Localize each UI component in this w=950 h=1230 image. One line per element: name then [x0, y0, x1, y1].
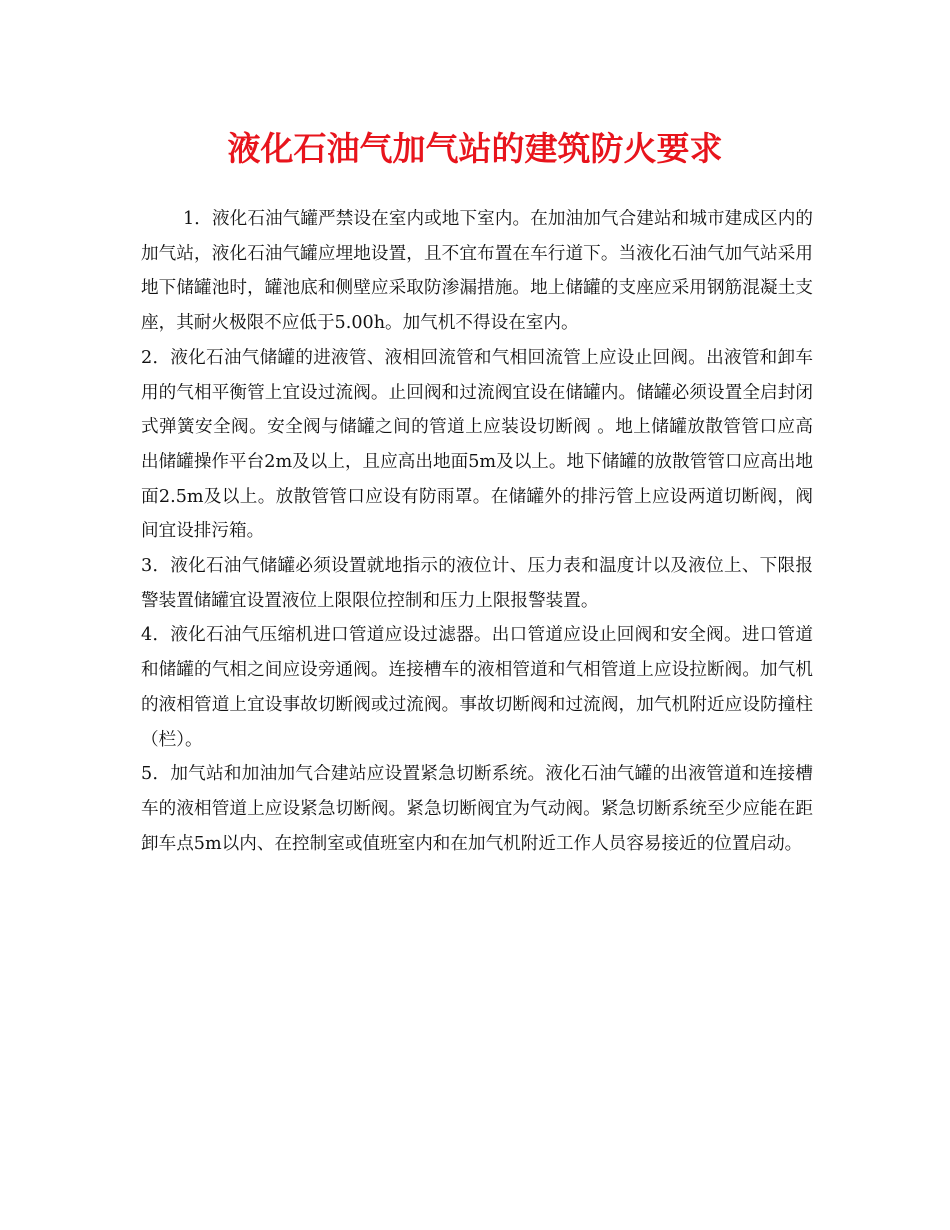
paragraph-2: 2．液化石油气储罐的进液管、液相回流管和气相回流管上应设止回阀。出液管和卸车用的气相平衡管上宜设过流阀。止回阀和过流阀宜设在储罐内。储罐必须设置全启封闭式弹簧安全阀。安全阀与储罐之间的管道上应装设切断阀 。地上储罐放散管管口应高出储罐操作平台2m及以上，且应高出地面5m及以上。地下储罐的放散管管口应高出地面2.5m及以上。放散管管口应设有防雨罩。在储罐外的排污管上应设两道切断阀，阀间宜设排污箱。: [141, 347, 813, 542]
paragraph-4: 4．液化石油气压缩机进口管道应设过滤器。出口管道应设止回阀和安全阀。进口管道和储罐的气相之间应设旁通阀。连接槽车的液相管道和气相管道上应设拉断阀。加气机的液相管道上宜设事故切断阀或过流阀。事故切断阀和过流阀，加气机附近应设防撞柱（栏）。: [141, 625, 813, 750]
paragraph-5: 5．加气站和加油加气合建站应设置紧急切断系统。液化石油气罐的出液管道和连接槽车的液相管道上应设紧急切断阀。紧急切断阀宜为气动阀。紧急切断系统至少应能在距卸车点5m以内、在控制室或值班室内和在加气机附近工作人员容易接近的位置启动。: [141, 764, 813, 854]
paragraph-1: 1．液化石油气罐严禁设在室内或地下室内。在加油加气合建站和城市建成区内的加气站，液化石油气罐应埋地设置，且不宜布置在车行道下。当液化石油气加气站采用地下储罐池时，罐池底和侧壁应采取防渗漏措施。地上储罐的支座应采用钢筋混凝土支座，其耐火极限不应低于5.00h。加气机不得设在室内。: [141, 209, 813, 334]
document-body: [141, 202, 813, 861]
document-title: 液化石油气加气站的建筑防火要求: [227, 129, 723, 168]
paragraph-3: 3．液化石油气储罐必须设置就地指示的液位计、压力表和温度计以及液位上、下限报警装置储罐宜设置液位上限限位控制和压力上限报警装置。: [141, 556, 813, 611]
